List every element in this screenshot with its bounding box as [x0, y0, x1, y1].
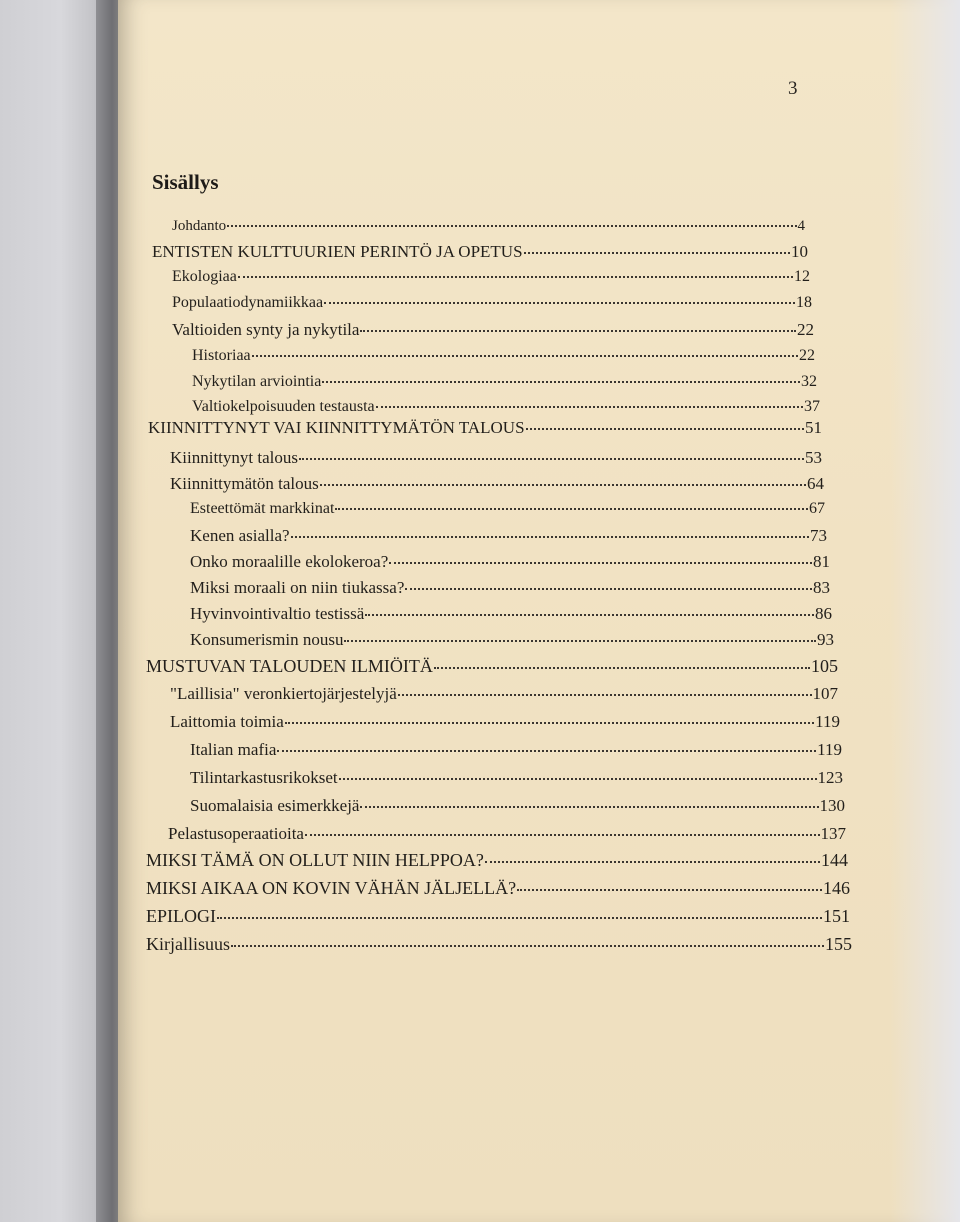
toc-leader-dots: [365, 614, 814, 616]
toc-leader-dots: [434, 667, 810, 669]
toc-entry-title: Tilintarkastusrikokset: [190, 768, 338, 787]
toc-entry-title: "Laillisia" veronkiertojärjestelyjä: [170, 684, 397, 703]
toc-entry-page: 119: [815, 712, 840, 731]
toc-entry-title: Johdanto: [172, 218, 227, 234]
toc-entry: [192, 373, 817, 391]
toc-leader-dots: [231, 945, 824, 947]
toc-entry-title: EPILOGI: [146, 906, 216, 926]
toc-entry-page: 10: [791, 242, 808, 261]
toc-entry-title: ENTISTEN KULTTUURIEN PERINTÖ JA OPETUS: [152, 242, 523, 261]
toc-entry: [172, 294, 812, 312]
toc-entry-page: 130: [819, 796, 845, 815]
toc-entry: [170, 712, 840, 732]
toc-entry-page: 107: [812, 684, 838, 703]
toc-entry: [170, 448, 822, 468]
toc-entry: [172, 268, 810, 286]
toc-leader-dots: [291, 536, 809, 538]
toc-leader-dots: [335, 508, 808, 510]
toc-entry-title: Laittomia toimia: [170, 712, 284, 731]
toc-entry-page: 37: [804, 398, 820, 415]
toc-entry: [172, 218, 805, 235]
toc-entry-page: 73: [810, 526, 827, 545]
toc-entry: [190, 768, 843, 788]
toc-leader-dots: [217, 917, 822, 919]
toc-entry: [190, 630, 834, 650]
toc-entry: [190, 796, 845, 816]
toc-entry-title: Italian mafia: [190, 740, 277, 759]
toc-entry-page: 18: [796, 294, 812, 311]
toc-entry-title: Hyvinvointivaltio testissä: [190, 604, 365, 623]
page-number: 3: [788, 78, 798, 99]
toc-entry: [190, 526, 827, 546]
toc-entry-page: 137: [820, 824, 846, 843]
toc-entry-page: 105: [811, 656, 838, 676]
toc-entry-title: Populaatiodynamiikkaa: [172, 294, 324, 311]
toc-entry-page: 86: [815, 604, 832, 623]
toc-entry-title: Kirjallisuus: [146, 934, 230, 954]
toc-leader-dots: [339, 778, 817, 780]
toc-entry-title: MIKSI AIKAA ON KOVIN VÄHÄN JÄLJELLÄ?: [146, 878, 517, 898]
toc-entry-title: Pelastusoperaatioita: [168, 824, 304, 843]
toc-entry: [146, 656, 838, 677]
toc-entry-title: Ekologiaa: [172, 268, 237, 285]
toc-entry-page: 32: [801, 373, 817, 390]
toc-entry: [168, 824, 846, 844]
toc-leader-dots: [344, 640, 816, 642]
toc-entry-title: Kenen asialla?: [190, 526, 290, 545]
toc-entry-title: MIKSI TÄMÄ ON OLLUT NIIN HELPPOA?: [146, 850, 484, 870]
toc-entry-page: 93: [817, 630, 834, 649]
toc-entry-title: Valtioiden synty ja nykytila: [172, 320, 360, 339]
toc-entry-page: 83: [813, 578, 830, 597]
toc-entry: [152, 242, 808, 262]
toc-entry-title: Suomalaisia esimerkkejä: [190, 796, 360, 815]
toc-leader-dots: [360, 806, 818, 808]
toc-leader-dots: [285, 722, 814, 724]
toc-leader-dots: [277, 750, 816, 752]
toc-entry: [146, 878, 850, 899]
toc-entry: [190, 578, 830, 598]
toc-entry: [146, 850, 848, 871]
toc-entry: [192, 398, 820, 416]
toc-entry: [190, 500, 825, 518]
toc-leader-dots: [360, 330, 796, 332]
toc-entry-page: 67: [809, 500, 825, 517]
toc-entry-page: 146: [823, 878, 850, 898]
toc-entry-title: Kiinnittynyt talous: [170, 448, 298, 467]
toc-leader-dots: [299, 458, 804, 460]
toc-leader-dots: [324, 302, 795, 304]
toc-leader-dots: [238, 276, 793, 278]
toc-leader-dots: [485, 861, 820, 863]
toc-entry-page: 81: [813, 552, 830, 571]
toc-leader-dots: [305, 834, 820, 836]
toc-leader-dots: [398, 694, 812, 696]
toc-leader-dots: [252, 355, 798, 357]
toc-leader-dots: [405, 588, 812, 590]
toc-entry-page: 51: [805, 418, 822, 437]
toc-entry: [146, 934, 852, 955]
toc-entry: [190, 740, 842, 760]
toc-entry-page: 144: [821, 850, 848, 870]
toc-leader-dots: [389, 562, 812, 564]
toc-entry-page: 123: [817, 768, 843, 787]
toc-entry: [172, 320, 814, 340]
toc-entry-title: Onko moraalille ekolokeroa?: [190, 552, 389, 571]
toc-entry: [190, 604, 832, 624]
toc-leader-dots: [524, 252, 790, 254]
toc-entry: [190, 552, 830, 572]
toc-entry: [192, 347, 815, 365]
toc-leader-dots: [322, 381, 800, 383]
toc-entry-title: Miksi moraali on niin tiukassa?: [190, 578, 405, 597]
toc-entry-page: 155: [825, 934, 852, 954]
toc-entry-page: 151: [823, 906, 850, 926]
toc-entry: [148, 418, 822, 438]
toc-entry-page: 22: [797, 320, 814, 339]
toc-leader-dots: [227, 225, 796, 227]
toc-entry-title: KIINNITTYNYT VAI KIINNITTYMÄTÖN TALOUS: [148, 418, 525, 437]
toc-entry: [146, 906, 850, 927]
toc-entry-title: Esteettömät markkinat: [190, 500, 335, 517]
toc-leader-dots: [526, 428, 804, 430]
toc-entry-page: 119: [817, 740, 842, 759]
toc-entry-title: MUSTUVAN TALOUDEN ILMIÖITÄ: [146, 656, 433, 676]
toc-title: Sisällys: [152, 170, 219, 194]
toc-entry-page: 12: [794, 268, 810, 285]
toc-entry-title: Nykytilan arviointia: [192, 373, 322, 390]
toc-entry-page: 53: [805, 448, 822, 467]
toc-entry-title: Konsumerismin nousu: [190, 630, 344, 649]
toc-entry-page: 64: [807, 474, 824, 493]
toc-entry-page: 22: [799, 347, 815, 364]
toc-leader-dots: [517, 889, 822, 891]
toc-entry-title: Valtiokelpoisuuden testausta: [192, 398, 375, 415]
toc-entry-title: Kiinnittymätön talous: [170, 474, 319, 493]
toc-leader-dots: [320, 484, 806, 486]
toc-entry: [170, 474, 824, 494]
toc-entry-title: Historiaa: [192, 347, 251, 364]
toc-entry-page: 4: [797, 218, 805, 234]
toc-entry: [170, 684, 838, 704]
toc-leader-dots: [376, 406, 803, 408]
